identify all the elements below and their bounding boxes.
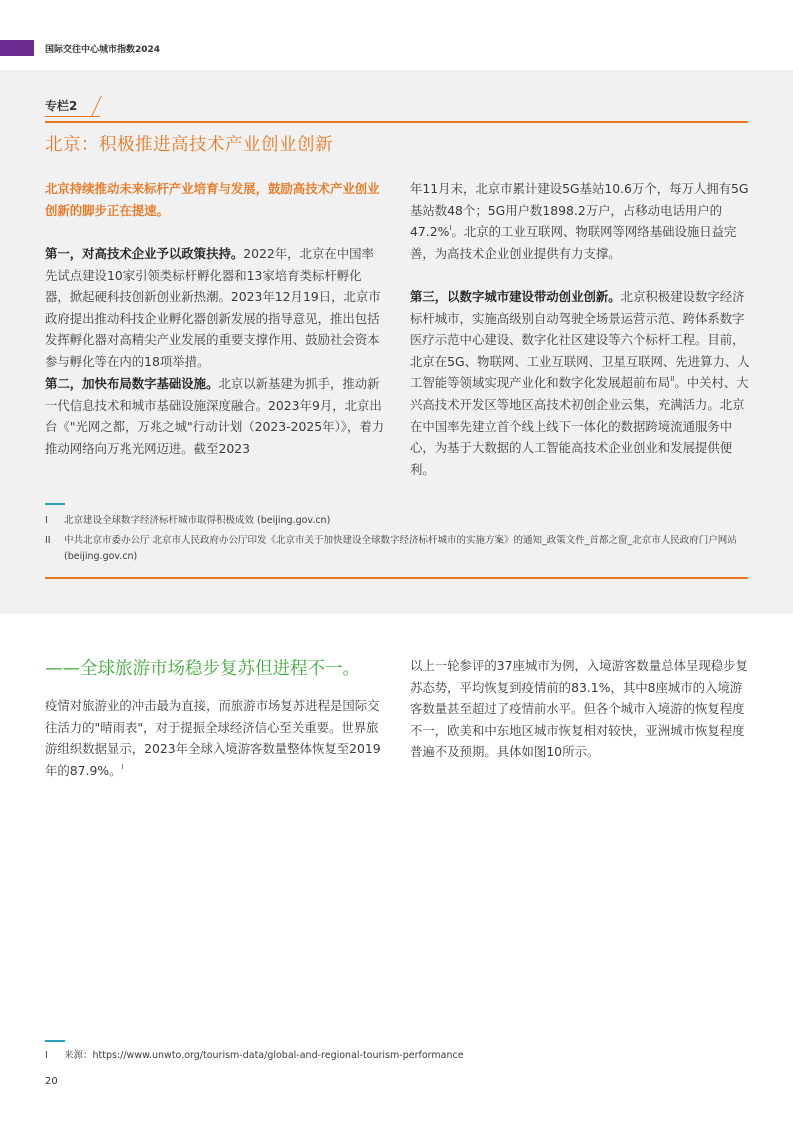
page-footnote-text[interactable]: 来源：https://www.unwto.org/tourism-data/global-and-regional-tourism-performance: [64, 1050, 464, 1061]
footnote-divider: [45, 503, 65, 505]
tag-underline: [45, 116, 100, 117]
page-footnote-divider: [45, 1040, 65, 1042]
footnote-1: [45, 513, 748, 529]
p2-continued-after: 。北京的工业互联网、物联网等网络基础设施日益完善，为高技术企业创业提供有力支撑。: [410, 224, 737, 261]
box-title: 北京：积极推进高技术产业创业创新: [45, 135, 333, 155]
box-paragraph-1: [45, 243, 386, 373]
p2-heading: 第二，加快布局数字基础设施。: [45, 376, 219, 391]
page-number: 20: [45, 1076, 58, 1087]
box-bottom-rule: [45, 577, 748, 579]
column-tag: 专栏2: [45, 99, 78, 113]
p1-body: 2022年，北京在中国率先试点建设10家引领类标杆孵化器和13家培育类标杆孵化器，掀起硬科技创新创业新热潮。2023年12月19日，北京市政府提出推动科技企业孵化器创新发展的指导意见，推出包括发挥孵化器对高精尖产业发展的重要支撑作用、鼓励社会资本参与孵化等在内的18项举措。: [45, 246, 381, 369]
p2-continued-footnote-marker[interactable]: I: [449, 224, 452, 233]
section-p1-text: 疫情对旅游业的冲击最为直接，而旅游市场复苏进程是国际交往活力的"晴雨表"，对于提振全球经济信心至关重要。世界旅游组织数据显示，2023年全球入境游客数量整体恢复至2019年的87.9%。: [45, 698, 381, 778]
footnote-2-number: II: [45, 535, 51, 546]
footnote-2: [45, 533, 748, 565]
section-paragraph-1: [45, 695, 386, 781]
box-paragraph-3: [410, 286, 751, 480]
box-lead: 北京持续推动未来标杆产业培育与发展，鼓励高技术产业创业创新的脚步正在提速。: [45, 181, 380, 218]
page-footnote: [45, 1048, 748, 1064]
box-paragraph-2-part-1: [45, 373, 386, 503]
p3-footnote-marker[interactable]: II: [670, 375, 675, 384]
box-paragraph-2-continued: [410, 178, 751, 264]
p1-heading: 第一，对高技术企业予以政策扶持。: [45, 246, 244, 261]
footnote-1-number: I: [45, 515, 48, 526]
p3-body-after: 。中关村、大兴高技术开发区等地区高技术初创企业云集，充满活力。北京在中国率先建立首个线上线下一体化的数据跨境流通服务中心，为基于大数据的人工智能高技术企业创业和发展提供便利。: [410, 375, 749, 477]
section-paragraph-2: 以上一轮参评的37座城市为例，入境游客数量总体呈现稳步复苏态势，平均恢复到疫情前的83.1%，其中8座城市的入境游客数量甚至超过了疫情前水平。但各个城市入境游的恢复程度不一，欧美和中东地区城市恢复相对较快，亚洲城市恢复程度普遍不及预期。具体如图10所示。: [410, 658, 748, 760]
p2-continued-text: [410, 181, 749, 261]
p3-heading: 第三，以数字城市建设带动创业创新。: [410, 289, 621, 304]
box-top-rule: [45, 121, 748, 123]
section-p1-footnote-marker[interactable]: I: [121, 762, 124, 771]
header-color-tab: [0, 40, 34, 56]
p3-body: 北京积极建设数字经济标杆城市，实施高级别自动驾驶全场景运营示范、跨体系数字医疗示范中心建设、数字化社区建设等六个标杆工程。目前，北京在5G、物联网、工业互联网、卫星互联网、先进算力、人工智能等领域实现产业化和数字化发展超前布局: [410, 289, 750, 391]
section-heading: ——全球旅游市场稳步复苏但进程不一。: [45, 659, 360, 679]
p2-body: 北京以新基建为抓手，推动新一代信息技术和城市基础设施深度融合。2023年9月，北京出台《"光网之都，万兆之城"行动计划（2023-2025年）》，着力推动网络向万兆光网迈进。截至2023: [45, 376, 385, 456]
footnote-1-text[interactable]: 北京建设全球数字经济标杆城市取得积极成效 (beijing.gov.cn): [64, 515, 331, 526]
page-footnote-number: I: [45, 1050, 48, 1061]
running-title: 国际交往中心城市指数2024: [45, 45, 161, 55]
footnote-2-text[interactable]: 中共北京市委办公厅 北京市人民政府办公厅印发《北京市关于加快建设全球数字经济标杆城市的实施方案》的通知_政策文件_首都之窗_北京市人民政府门户网站 (beijing.gov.cn): [64, 535, 737, 562]
p2-continued-main: 年11月末，北京市累计建设5G基站10.6万个，每万人拥有5G基站数48个；5G用户数1898.2万户，占移动电话用户的47.2%: [410, 181, 749, 240]
